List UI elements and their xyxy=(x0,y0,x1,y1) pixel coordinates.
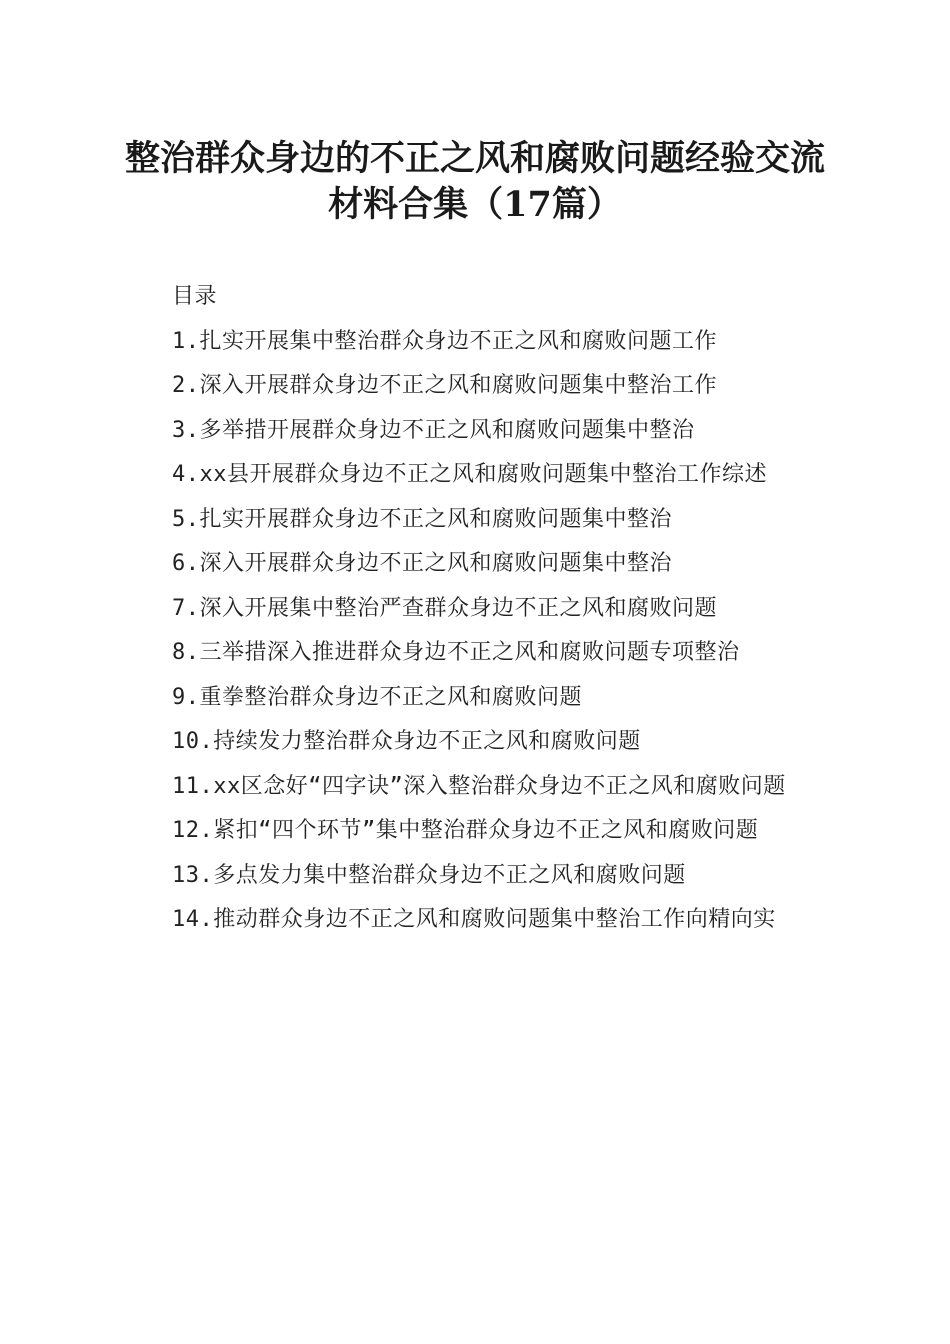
toc-item: 5.扎实开展群众身边不正之风和腐败问题集中整治 xyxy=(172,506,672,532)
toc-item: 14.推动群众身边不正之风和腐败问题集中整治工作向精向实 xyxy=(172,907,776,932)
toc-item: 12.紧扣“四个环节”集中整治群众身边不正之风和腐败问题 xyxy=(172,818,759,843)
toc-item: 8.三举措深入推进群众身边不正之风和腐败问题专项整治 xyxy=(172,640,740,665)
toc-item: 6.深入开展群众身边不正之风和腐败问题集中整治 xyxy=(172,551,672,576)
toc-item: 13.多点发力集中整治群众身边不正之风和腐败问题 xyxy=(172,862,686,888)
toc-item: 2.深入开展群众身边不正之风和腐败问题集中整治工作 xyxy=(172,373,717,398)
toc-item: 11.xx区念好“四字诀”深入整治群众身边不正之风和腐败问题 xyxy=(172,773,786,799)
toc-item: 1.扎实开展集中整治群众身边不正之风和腐败问题工作 xyxy=(172,328,717,354)
toc-item: 7.深入开展集中整治严查群众身边不正之风和腐败问题 xyxy=(172,595,717,621)
toc-item: 9.重拳整治群众身边不正之风和腐败问题 xyxy=(172,684,582,710)
toc-item: 4.xx县开展群众身边不正之风和腐败问题集中整治工作综述 xyxy=(172,462,767,487)
title-line-2: 材料合集（17篇） xyxy=(328,184,622,225)
toc-item: 10.持续发力整治群众身边不正之风和腐败问题 xyxy=(172,729,641,754)
toc-item: 3.多举措开展群众身边不正之风和腐败问题集中整治 xyxy=(172,417,695,443)
document-title xyxy=(0,136,950,228)
table-of-contents xyxy=(118,275,822,943)
title-line-1: 整治群众身边的不正之风和腐败问题经验交流 xyxy=(124,138,825,179)
toc-heading: 目录 xyxy=(172,284,218,309)
